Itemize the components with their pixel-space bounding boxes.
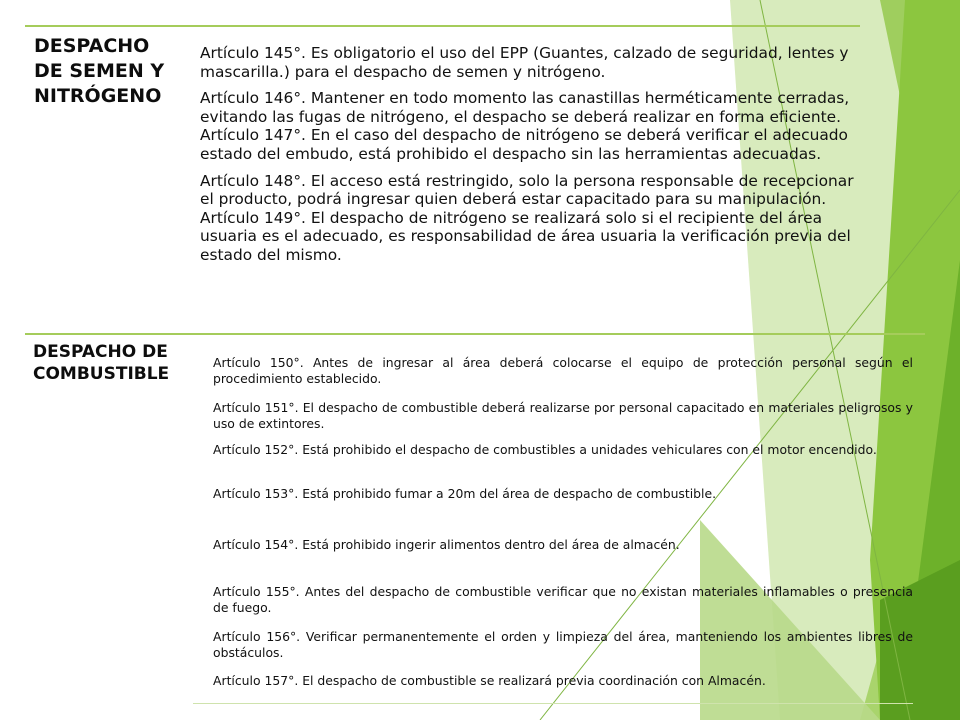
section-divider: [25, 333, 925, 335]
section-body-semen: [200, 44, 855, 273]
bottom-rule: [193, 703, 913, 704]
section-heading-semen: DESPACHO DE SEMEN Y NITRÓGENO: [34, 35, 165, 107]
article-paragraph: Artículo 145°. Es obligatorio el uso del EPP (Guantes, calzado de seguridad, lentes y mascarilla.) para el despacho de semen y nitrógeno.: [200, 44, 849, 81]
article-paragraph: Artículo 155°. Antes del despacho de combustible verificar que no existan materiales inflamables o presencia de fuego.: [213, 584, 913, 615]
article-paragraph: Artículo 153°. Está prohibido fumar a 20m del área de despacho de combustible.: [213, 486, 717, 501]
article-paragraph: Artículo 157°. El despacho de combustible se realizará previa coordinación con Almacén.: [213, 673, 766, 688]
article-paragraph: Artículo 146°. Mantener en todo momento las canastillas herméticamente cerradas, evitando las fugas de nitrógeno, el despacho se deberá realizar en forma eficiente. Artículo 147°. En el caso del despacho de nitrógeno se deberá verificar el adecuado estado del embudo, está prohibido el despacho sin las herramientas adecuadas.: [200, 89, 850, 163]
article-paragraph: Artículo 152°. Está prohibido el despacho de combustibles a unidades vehiculares con el motor encendido.: [213, 442, 877, 457]
article-paragraph: Artículo 150°. Antes de ingresar al área deberá colocarse el equipo de protección personal según el procedimiento establecido.: [213, 355, 913, 386]
article-paragraph: Artículo 154°. Está prohibido ingerir alimentos dentro del área de almacén.: [213, 537, 680, 552]
section-heading-combustible: DESPACHO DE COMBUSTIBLE: [33, 342, 170, 384]
article-paragraph: Artículo 151°. El despacho de combustible deberá realizarse por personal capacitado en materiales peligrosos y uso de extintores.: [213, 400, 913, 431]
top-rule: [25, 25, 860, 27]
article-paragraph: Artículo 156°. Verificar permanentemente el orden y limpieza del área, manteniendo los ambientes libres de obstáculos.: [213, 629, 913, 660]
article-paragraph: Artículo 148°. El acceso está restringido, solo la persona responsable de recepcionar el producto, podrá ingresar quien deberá estar capacitado para su manipulación. Artículo 149°. El despacho de nitrógeno se realizará solo si el recipiente del área usuaria es el adecuado, es responsabilidad de área usuaria la verificación previa del estado del mismo.: [200, 171, 854, 264]
